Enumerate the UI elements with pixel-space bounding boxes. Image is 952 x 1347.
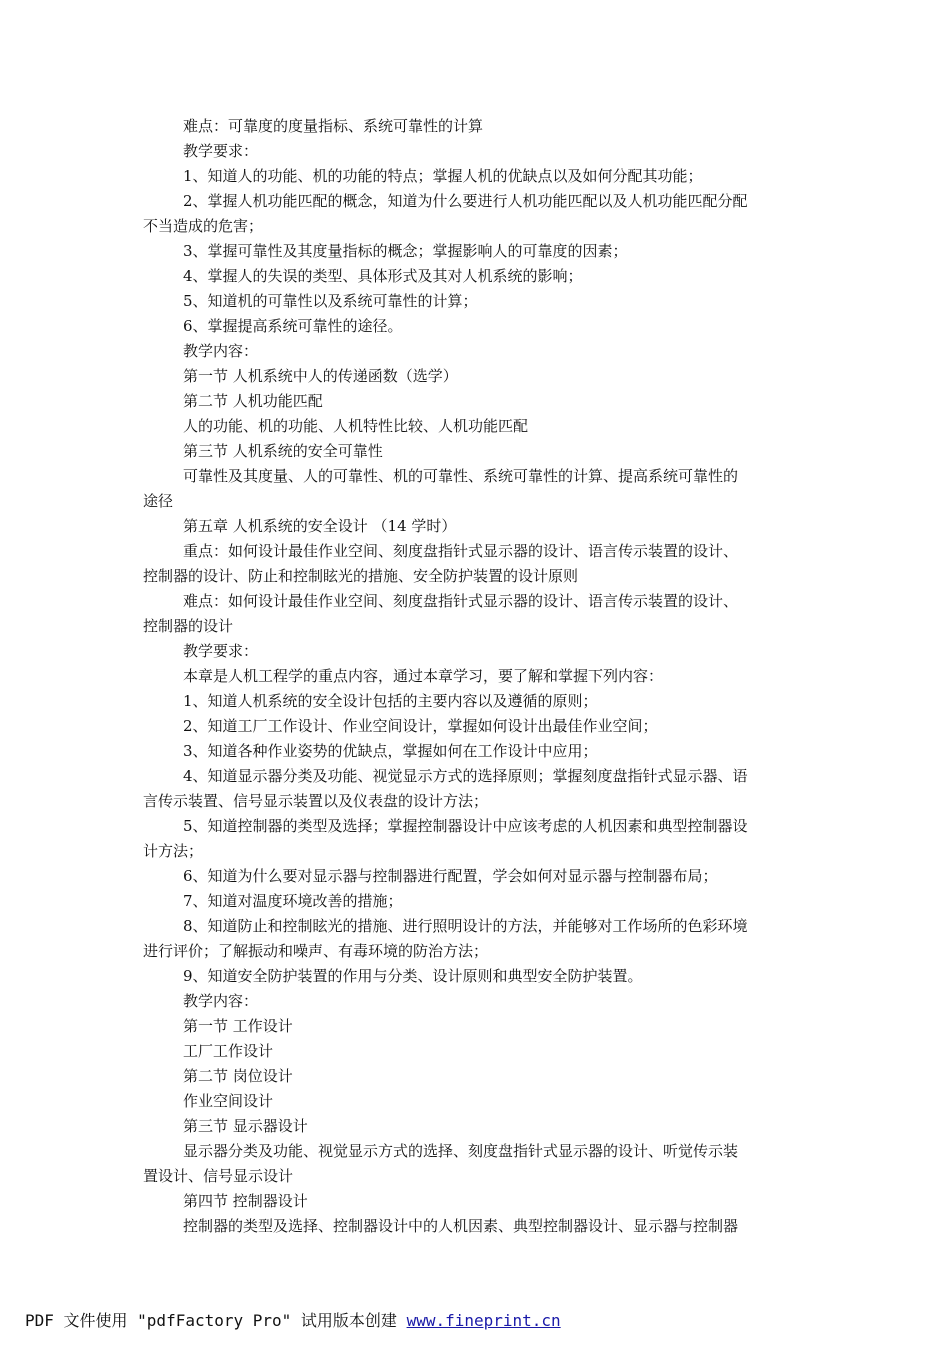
text-line: 不当造成的危害； [143, 217, 264, 235]
text-line: 教学内容： [183, 992, 259, 1010]
text-line: 言传示装置、信号显示装置以及仪表盘的设计方法； [143, 792, 489, 810]
text-line: 第三节 显示器设计 [183, 1117, 308, 1135]
text-line: 5、知道机的可靠性以及系统可靠性的计算； [183, 292, 478, 310]
pdf-footer [25, 1310, 561, 1332]
text-line: 控制器的设计 [143, 617, 234, 635]
text-line: 第一节 人机系统中人的传递函数（选学） [183, 367, 458, 385]
text-line: 工厂工作设计 [183, 1042, 274, 1060]
text-line: 计方法； [143, 842, 204, 860]
text-line: 6、掌握提高系统可靠性的途径。 [183, 317, 403, 335]
text-line: 教学内容： [183, 342, 259, 360]
text-line: 5、知道控制器的类型及选择；掌握控制器设计中应该考虑的人机因素和典型控制器设 [183, 817, 748, 835]
text-line: 显示器分类及功能、视觉显示方式的选择、刻度盘指针式显示器的设计、听觉传示装 [183, 1142, 739, 1160]
text-line: 可靠性及其度量、人的可靠性、机的可靠性、系统可靠性的计算、提高系统可靠性的 [183, 467, 739, 485]
text-line: 6、知道为什么要对显示器与控制器进行配置，学会如何对显示器与控制器布局； [183, 867, 718, 885]
text-line: 置设计、信号显示设计 [143, 1167, 294, 1185]
text-line: 难点：如何设计最佳作业空间、刻度盘指针式显示器的设计、语言传示装置的设计、 [183, 592, 739, 610]
text-line: 第二节 人机功能匹配 [183, 392, 323, 410]
text-line: 教学要求： [183, 142, 259, 160]
text-line: 本章是人机工程学的重点内容，通过本章学习，要了解和掌握下列内容： [183, 667, 664, 685]
text-line: 4、掌握人的失误的类型、具体形式及其对人机系统的影响； [183, 267, 583, 285]
text-line: 途径 [143, 492, 174, 510]
text-line: 1、知道人的功能、机的功能的特点；掌握人机的优缺点以及如何分配其功能； [183, 167, 703, 185]
text-line: 第四节 控制器设计 [183, 1192, 308, 1210]
text-line: 4、知道显示器分类及功能、视觉显示方式的选择原则；掌握刻度盘指针式显示器、语 [183, 767, 748, 785]
document-body [143, 114, 813, 1239]
text-line: 8、知道防止和控制眩光的措施、进行照明设计的方法，并能够对工作场所的色彩环境 [183, 917, 748, 935]
text-line: 进行评价；了解振动和噪声、有毒环境的防治方法； [143, 942, 489, 960]
footer-link[interactable]: www.fineprint.cn [406, 1311, 561, 1330]
text-line: 2、掌握人机功能匹配的概念，知道为什么要进行人机功能匹配以及人机功能匹配分配 [183, 192, 748, 210]
text-line: 第三节 人机系统的安全可靠性 [183, 442, 383, 460]
text-line: 第一节 工作设计 [183, 1017, 293, 1035]
text-line: 控制器的类型及选择、控制器设计中的人机因素、典型控制器设计、显示器与控制器 [183, 1217, 739, 1235]
text-line: 第五章 人机系统的安全设计 （14 学时） [183, 517, 457, 535]
text-line: 3、掌握可靠性及其度量指标的概念；掌握影响人的可靠度的因素； [183, 242, 628, 260]
footer-text: PDF 文件使用 "pdfFactory Pro" 试用版本创建 [25, 1311, 407, 1330]
text-line: 9、知道安全防护装置的作用与分类、设计原则和典型安全防护装置。 [183, 967, 643, 985]
text-line: 第二节 岗位设计 [183, 1067, 293, 1085]
text-line: 7、知道对温度环境改善的措施； [183, 892, 403, 910]
text-line: 重点：如何设计最佳作业空间、刻度盘指针式显示器的设计、语言传示装置的设计、 [183, 542, 739, 560]
text-line: 难点：可靠度的度量指标、系统可靠性的计算 [183, 117, 484, 135]
text-line: 2、知道工厂工作设计、作业空间设计，掌握如何设计出最佳作业空间； [183, 717, 658, 735]
text-line: 控制器的设计、防止和控制眩光的措施、安全防护装置的设计原则 [143, 567, 579, 585]
text-line: 作业空间设计 [183, 1092, 274, 1110]
text-line: 教学要求： [183, 642, 259, 660]
text-line: 3、知道各种作业姿势的优缺点，掌握如何在工作设计中应用； [183, 742, 598, 760]
text-line: 人的功能、机的功能、人机特性比较、人机功能匹配 [183, 417, 529, 435]
text-line: 1、知道人机系统的安全设计包括的主要内容以及遵循的原则； [183, 692, 598, 710]
